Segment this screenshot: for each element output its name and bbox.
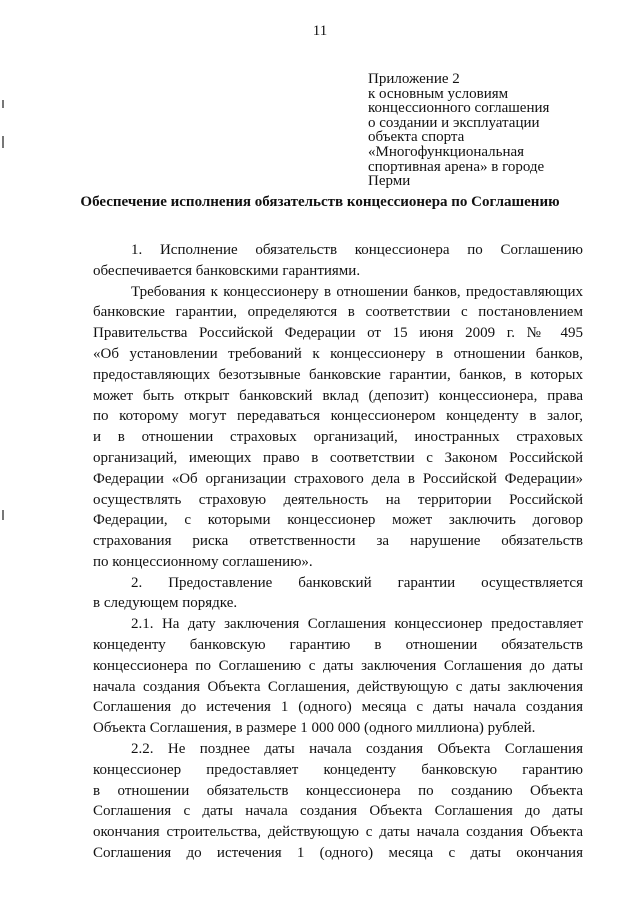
appendix-line: Перми [368, 173, 411, 190]
body-line: организаций, имеющих право в соответствии с Законом Российской [93, 450, 583, 466]
appendix-line: Приложение 2 [368, 71, 460, 87]
scan-edge-mark [2, 510, 4, 520]
page-number: 11 [312, 23, 328, 39]
body-line: страхования риска ответственности за нарушение обязательств [93, 533, 583, 549]
body-line: концеденту банковскую гарантию в отношении обязательств [93, 637, 583, 653]
scan-edge-mark [2, 136, 4, 148]
body-line: в отношении обязательств концессионера по созданию Объекта [93, 783, 583, 799]
body-line: 2.1. На дату заключения Соглашения концессионер предоставляет [131, 616, 583, 632]
body-line: банковские гарантии, определяются в соответствии с постановлением [93, 304, 583, 320]
body-line: концессионер предоставляет концеденту банковскую гарантию [93, 762, 583, 778]
body-line: Соглашения до истечения 1 (одного) месяца с даты окончания [93, 845, 583, 861]
appendix-line: «Многофункциональная [368, 143, 525, 160]
appendix-line: о создании и эксплуатации [368, 114, 540, 131]
body-line: и в отношении страховых организаций, иностранных страховых [93, 429, 583, 445]
body-line: Правительства Российской Федерации от 15 июня 2009 г. № 495 [93, 325, 583, 341]
body-line: Соглашения с даты начала создания Объекта Соглашения до даты [93, 803, 583, 819]
body-line: обеспечивается банковскими гарантиями. [93, 263, 361, 279]
body-line: Требования к концессионеру в отношении банков, предоставляющих [131, 284, 583, 300]
document-title: Обеспечение исполнения обязательств концессионера по Соглашению [80, 194, 560, 210]
body-line: окончания строительства, действующую с даты начала создания Объекта [93, 824, 583, 840]
body-line: по которому могут передаваться концессионером концеденту в залог, [93, 408, 583, 424]
appendix-line: спортивная арена» в городе [368, 158, 545, 175]
body-line: начала создания Объекта Соглашения, действующую с даты заключения [93, 679, 583, 695]
appendix-block [368, 72, 588, 189]
body-line: 2.2. Не позднее даты начала создания Объекта Соглашения [131, 741, 583, 757]
body-line: может быть открыт банковский вклад (депозит) концессионера, права [93, 388, 583, 404]
body-line: предоставляющих безотзывные банковские гарантии, банков, в которых [93, 367, 583, 383]
scan-edge-mark [2, 100, 4, 108]
body-line: Федерации, с которыми концессионер может заключить договор [93, 512, 583, 528]
appendix-line: объекта спорта [368, 129, 465, 146]
body-line: Объекта Соглашения, в размере 1 000 000 (одного миллиона) рублей. [93, 720, 536, 736]
body-line: осуществлять страховую деятельность на территории Российской [93, 492, 583, 508]
appendix-line: концессионного соглашения [368, 100, 550, 117]
body-line: по концессионному соглашению». [93, 554, 313, 570]
body-line: 1. Исполнение обязательств концессионера по Соглашению [131, 242, 583, 258]
body-line: 2. Предоставление банковский гарантии осуществляется [131, 575, 583, 591]
body-line: в следующем порядке. [93, 595, 238, 611]
appendix-line: к основным условиям [368, 85, 509, 102]
body-line: Соглашения до истечения 1 (одного) месяца с даты начала создания [93, 699, 583, 715]
body-line: концессионера по Соглашению с даты заключения Соглашения до даты [93, 658, 583, 674]
body-line: Федерации «Об организации страхового дела в Российской Федерации» [93, 471, 583, 487]
body-line: «Об установлении требований к концессионеру в отношении банков, [93, 346, 583, 362]
